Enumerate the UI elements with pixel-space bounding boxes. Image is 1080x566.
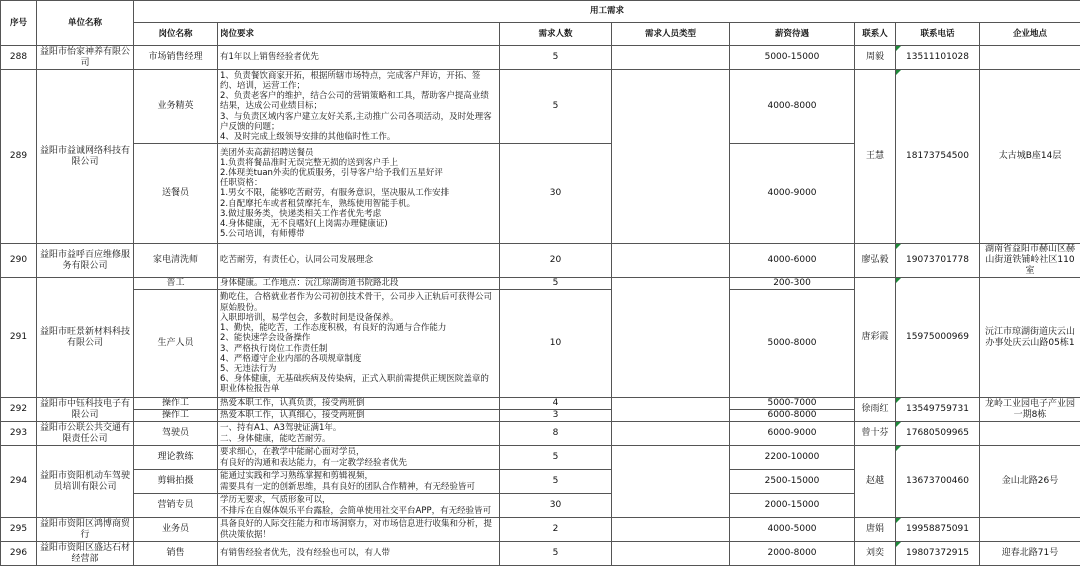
- seq-cell: 296: [1, 542, 37, 566]
- position-cell: 业务精英: [134, 70, 218, 144]
- position-cell: 操作工: [134, 398, 218, 410]
- table-row: [1, 244, 1080, 278]
- contact-cell: 曾十芬: [855, 422, 896, 446]
- contact-cell: 刘奕: [855, 542, 896, 566]
- count-cell: 30: [500, 494, 612, 518]
- count-cell: 8: [500, 422, 612, 446]
- requirement-cell: 1、负责餐饮商家开拓，根据所辖市场特点，完成客户拜访，开拓、签约、培训，运营工作； 2、负责老客户的维护，结合公司的营销策略和工具，帮助客户提高业绩结果，达成公司业绩目标； 3、与负责区域内客户建立友好关系,主动推广公司各项活动，及时处理客户反馈的问题； 4、及时完成上级领导安排的其他临时性工作。: [218, 70, 500, 144]
- salary-cell: 6000-8000: [730, 410, 855, 422]
- position-cell: 家电清洗师: [134, 244, 218, 278]
- company-cell: 益阳市资阳机动车驾驶员培训有限公司: [37, 446, 134, 518]
- category-cell: [612, 542, 730, 566]
- phone-cell: 17680509965: [896, 422, 980, 446]
- salary-cell: 2000-15000: [730, 494, 855, 518]
- contact-cell: 赵越: [855, 446, 896, 518]
- salary-cell: 5000-15000: [730, 46, 855, 70]
- contact-cell: 唐娟: [855, 518, 896, 542]
- count-cell: 3: [500, 410, 612, 422]
- table-row: [1, 422, 1080, 446]
- category-cell: [612, 518, 730, 542]
- position-cell: 操作工: [134, 410, 218, 422]
- count-cell: 4: [500, 398, 612, 410]
- salary-cell: 4000-6000: [730, 244, 855, 278]
- salary-cell: 5000-8000: [730, 290, 855, 398]
- company-cell: 益阳市旺景新材料科技有限公司: [37, 278, 134, 398]
- category-cell: [612, 398, 730, 422]
- position-cell: 驾驶员: [134, 422, 218, 446]
- table-row: [1, 518, 1080, 542]
- position-cell: 理论教练: [134, 446, 218, 470]
- header-count: 需求人数: [500, 23, 612, 46]
- company-cell: 益阳市益呼百应维修服务有限公司: [37, 244, 134, 278]
- table-row: [1, 446, 1080, 470]
- position-cell: 销售: [134, 542, 218, 566]
- phone-cell: 13511101028: [896, 46, 980, 70]
- address-cell: 迎春北路71号: [980, 542, 1080, 566]
- address-cell: 金山北路26号: [980, 446, 1080, 518]
- company-cell: 益阳市中钰科技电子有限公司: [37, 398, 134, 422]
- phone-cell: 19807372915: [896, 542, 980, 566]
- header-category: 需求人员类型: [612, 23, 730, 46]
- header-group: 用工需求: [134, 1, 1080, 23]
- position-cell: 生产人员: [134, 290, 218, 398]
- phone-cell: 13673700460: [896, 446, 980, 518]
- requirement-cell: 具备良好的人际交往能力和市场洞察力，对市场信息进行收集和分析，提供决策依据！: [218, 518, 500, 542]
- contact-cell: 唐彩霞: [855, 278, 896, 398]
- address-cell: [980, 46, 1080, 70]
- seq-cell: 295: [1, 518, 37, 542]
- category-cell: [612, 244, 730, 278]
- phone-cell: 19073701778: [896, 244, 980, 278]
- count-cell: 10: [500, 290, 612, 398]
- requirement-cell: 吃苦耐劳，有责任心，认同公司发展理念: [218, 244, 500, 278]
- seq-cell: 289: [1, 70, 37, 244]
- salary-cell: 4000-5000: [730, 518, 855, 542]
- header-company: 单位名称: [37, 1, 134, 46]
- requirement-cell: 有销售经验者优先，没有经验也可以，有人带: [218, 542, 500, 566]
- category-cell: [612, 278, 730, 398]
- table-row: [1, 70, 1080, 144]
- category-cell: [612, 446, 730, 518]
- requirement-cell: 热爱本职工作，认真负责，接受两班倒: [218, 398, 500, 410]
- salary-cell: 5000-7000: [730, 398, 855, 410]
- category-cell: [612, 46, 730, 70]
- position-cell: 普工: [134, 278, 218, 290]
- address-cell: 太古城B座14层: [980, 70, 1080, 244]
- address-cell: 沅江市琼湖街道庆云山办事处庆云山路05栋1: [980, 278, 1080, 398]
- phone-cell: 18173754500: [896, 70, 980, 244]
- salary-cell: 6000-9000: [730, 422, 855, 446]
- count-cell: 30: [500, 144, 612, 244]
- header-salary: 薪资待遇: [730, 23, 855, 46]
- phone-cell: 19958875091: [896, 518, 980, 542]
- count-cell: 5: [500, 446, 612, 470]
- count-cell: 20: [500, 244, 612, 278]
- table-row: [1, 542, 1080, 566]
- category-cell: [612, 70, 730, 244]
- salary-cell: 4000-8000: [730, 70, 855, 144]
- requirement-cell: 有1年以上销售经验者优先: [218, 46, 500, 70]
- requirement-cell: 学历无要求，气质形象可以， 不排斥在自媒体娱乐平台露脸，会简单使用社交平台APP，有无经验皆可: [218, 494, 500, 518]
- position-cell: 送餐员: [134, 144, 218, 244]
- seq-cell: 288: [1, 46, 37, 70]
- header-contact: 联系人: [855, 23, 896, 46]
- requirement-cell: 一、持有A1、A3驾驶证满1年。 二、身体健康，能吃苦耐劳。: [218, 422, 500, 446]
- position-cell: 市场销售经理: [134, 46, 218, 70]
- seq-cell: 290: [1, 244, 37, 278]
- requirement-cell: 能通过实践和学习熟练掌握和剪辑视频， 需要具有一定的创新思维，具有良好的团队合作精神，有无经验皆可: [218, 470, 500, 494]
- table-row: [1, 46, 1080, 70]
- count-cell: 5: [500, 470, 612, 494]
- category-cell: [612, 422, 730, 446]
- salary-cell: 200-300: [730, 278, 855, 290]
- company-cell: 益阳市公联公共交通有限责任公司: [37, 422, 134, 446]
- header-address: 企业地点: [980, 23, 1080, 46]
- count-cell: 5: [500, 46, 612, 70]
- contact-cell: 廖弘毅: [855, 244, 896, 278]
- header-position: 岗位名称: [134, 23, 218, 46]
- count-cell: 5: [500, 70, 612, 144]
- contact-cell: 徐雨红: [855, 398, 896, 422]
- address-cell: [980, 518, 1080, 542]
- company-cell: 益阳市益诚网络科技有限公司: [37, 70, 134, 244]
- contact-cell: 王慧: [855, 70, 896, 244]
- salary-cell: 2500-15000: [730, 470, 855, 494]
- phone-cell: 13549759731: [896, 398, 980, 422]
- company-cell: 益阳市资阳区盛达石材经营部: [37, 542, 134, 566]
- requirement-cell: 热爱本职工作，认真细心，接受两班倒: [218, 410, 500, 422]
- company-cell: 益阳市资阳区鸿博商贸行: [37, 518, 134, 542]
- salary-cell: 2200-10000: [730, 446, 855, 470]
- salary-cell: 4000-9000: [730, 144, 855, 244]
- seq-cell: 294: [1, 446, 37, 518]
- header-seq: 序号: [1, 1, 37, 46]
- requirement-cell: 勤吃住，合格就业者作为公司初创技术骨干，公司步入正轨后可获得公司原始股份。 入职即培训，易学包会，多数时间是设备保养。 1、勤快，能吃苦，工作态度积极，有良好的沟通与合作能力 2、能快速学会设备操作 3、严格执行岗位工作责任制 4、严格遵守企业内部的各项规章制度 5、无违法行为 6、身体健康，无基础疾病及传染病，正式入职前需提供正规医院盖章的职业体检报告单: [218, 290, 500, 398]
- header-phone: 联系电话: [896, 23, 980, 46]
- requirement-cell: 美团外卖高薪招聘送餐员 1.负责将餐品准时无误完整无损的送到客户手上 2.体现美tuan外卖的优质服务，引导客户给予我们五星好评 任职资格： 1.男女不限，能够吃苦耐劳，有服务意识，坚决服从工作安排 2.自配摩托车或者租赁摩托车，熟练使用智能手机。 3.做过服务类，快递类相关工作者优先考虑 4.身体健康，无不良嗜好(上岗需办理健康证) 5.公司培训，有师傅带: [218, 144, 500, 244]
- requirement-cell: 要求细心，在教学中能耐心面对学员， 有良好的沟通和表达能力，有一定教学经验者优先: [218, 446, 500, 470]
- company-cell: 益阳市怡家神养有限公司: [37, 46, 134, 70]
- phone-cell: 15975000969: [896, 278, 980, 398]
- count-cell: 2: [500, 518, 612, 542]
- address-cell: 湖南省益阳市赫山区赫山街道铁铺岭社区110室: [980, 244, 1080, 278]
- seq-cell: 291: [1, 278, 37, 398]
- count-cell: 5: [500, 278, 612, 290]
- position-cell: 业务员: [134, 518, 218, 542]
- seq-cell: 292: [1, 398, 37, 422]
- position-cell: 营销专员: [134, 494, 218, 518]
- header-requirement: 岗位要求: [218, 23, 500, 46]
- table-row: [1, 278, 1080, 290]
- position-cell: 剪辑拍摄: [134, 470, 218, 494]
- contact-cell: 周毅: [855, 46, 896, 70]
- address-cell: 龙岭工业园电子产业园一期8栋: [980, 398, 1080, 422]
- salary-cell: 2000-8000: [730, 542, 855, 566]
- address-cell: [980, 422, 1080, 446]
- requirement-cell: 身体健康。工作地点：沅江琼湖街道书院路北段: [218, 278, 500, 290]
- count-cell: 5: [500, 542, 612, 566]
- seq-cell: 293: [1, 422, 37, 446]
- table-row: [1, 398, 1080, 410]
